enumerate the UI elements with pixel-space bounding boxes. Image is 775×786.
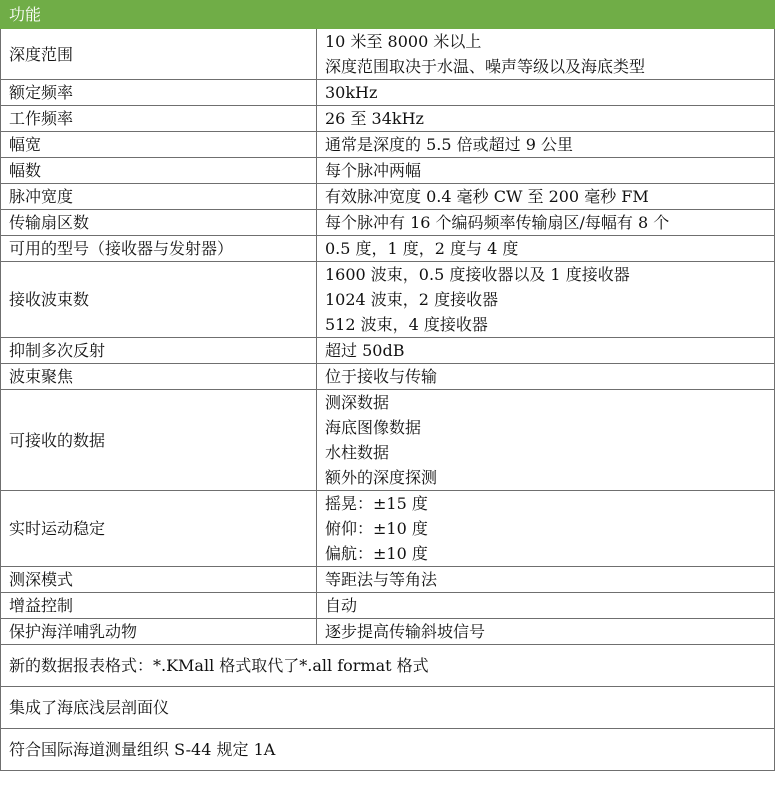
- table-row: [1, 619, 775, 645]
- value-line: 0.5 度，1 度，2 度与 4 度: [325, 239, 519, 258]
- feature-cell: 抑制多次反射: [1, 338, 317, 364]
- value-cell: [317, 491, 775, 567]
- note-row: [1, 645, 775, 687]
- feature-cell: 波束聚焦: [1, 364, 317, 390]
- table-row: [1, 106, 775, 132]
- value-line: 有效脉冲宽度 0.4 毫秒 CW 至 200 毫秒 FM: [325, 187, 649, 206]
- value-line: 俯仰：±10 度: [325, 519, 428, 538]
- value-line: 偏航：±10 度: [325, 544, 428, 563]
- feature-cell: 脉冲宽度: [1, 184, 317, 210]
- table-row: [1, 158, 775, 184]
- value-line: 超过 50dB: [325, 341, 405, 360]
- value-line: 水柱数据: [325, 443, 390, 462]
- table-row: [1, 210, 775, 236]
- table-row: [1, 80, 775, 106]
- value-line: 额外的深度探测: [325, 468, 438, 487]
- note-row: [1, 687, 775, 729]
- feature-cell: 深度范围: [1, 29, 317, 80]
- table-row: [1, 364, 775, 390]
- value-cell: [317, 210, 775, 236]
- value-cell: [317, 593, 775, 619]
- table-header-row: [1, 1, 775, 29]
- value-cell: [317, 80, 775, 106]
- value-line: 位于接收与传输: [325, 367, 438, 386]
- table-row: [1, 390, 775, 491]
- value-cell: [317, 184, 775, 210]
- feature-cell: 幅数: [1, 158, 317, 184]
- value-line: 摇晃：±15 度: [325, 494, 428, 513]
- value-line: 10 米至 8000 米以上: [325, 32, 482, 51]
- value-line: 测深数据: [325, 393, 390, 412]
- value-line: 30kHz: [325, 83, 378, 102]
- table-row: [1, 491, 775, 567]
- header-title: 功能: [1, 1, 775, 29]
- value-cell: [317, 158, 775, 184]
- table-row: [1, 262, 775, 338]
- value-cell: [317, 619, 775, 645]
- note-text: 新的数据报表格式：*.KMall 格式取代了*.all format 格式: [1, 645, 775, 687]
- value-cell: [317, 106, 775, 132]
- value-line: 通常是深度的 5.5 倍或超过 9 公里: [325, 135, 573, 154]
- feature-cell: 增益控制: [1, 593, 317, 619]
- value-line: 每个脉冲两幅: [325, 161, 422, 180]
- feature-cell: 额定频率: [1, 80, 317, 106]
- table-row: [1, 184, 775, 210]
- value-line: 512 波束，4 度接收器: [325, 315, 488, 334]
- table-row: [1, 236, 775, 262]
- note-text: 集成了海底浅层剖面仪: [1, 687, 775, 729]
- table-row: [1, 29, 775, 80]
- value-line: 深度范围取决于水温、噪声等级以及海底类型: [325, 57, 646, 76]
- value-line: 等距法与等角法: [325, 570, 438, 589]
- value-line: 26 至 34kHz: [325, 109, 424, 128]
- value-cell: [317, 364, 775, 390]
- table-row: [1, 338, 775, 364]
- feature-cell: 可用的型号（接收器与发射器）: [1, 236, 317, 262]
- feature-cell: 保护海洋哺乳动物: [1, 619, 317, 645]
- value-cell: [317, 236, 775, 262]
- value-cell: [317, 29, 775, 80]
- feature-cell: 传输扇区数: [1, 210, 317, 236]
- note-text: 符合国际海道测量组织 S-44 规定 1A: [1, 729, 775, 771]
- feature-cell: 可接收的数据: [1, 390, 317, 491]
- feature-cell: 接收波束数: [1, 262, 317, 338]
- feature-cell: 实时运动稳定: [1, 491, 317, 567]
- value-cell: [317, 262, 775, 338]
- value-cell: [317, 132, 775, 158]
- value-cell: [317, 390, 775, 491]
- value-cell: [317, 567, 775, 593]
- value-line: 逐步提高传输斜坡信号: [325, 622, 486, 641]
- note-row: [1, 729, 775, 771]
- table-row: [1, 593, 775, 619]
- value-line: 自动: [325, 596, 358, 615]
- table-row: [1, 567, 775, 593]
- value-line: 海底图像数据: [325, 418, 422, 437]
- value-line: 每个脉冲有 16 个编码频率传输扇区/每幅有 8 个: [325, 213, 670, 232]
- value-cell: [317, 338, 775, 364]
- value-line: 1024 波束，2 度接收器: [325, 290, 499, 309]
- value-line: 1600 波束，0.5 度接收器以及 1 度接收器: [325, 265, 630, 284]
- feature-cell: 幅宽: [1, 132, 317, 158]
- feature-cell: 测深模式: [1, 567, 317, 593]
- table-row: [1, 132, 775, 158]
- feature-cell: 工作频率: [1, 106, 317, 132]
